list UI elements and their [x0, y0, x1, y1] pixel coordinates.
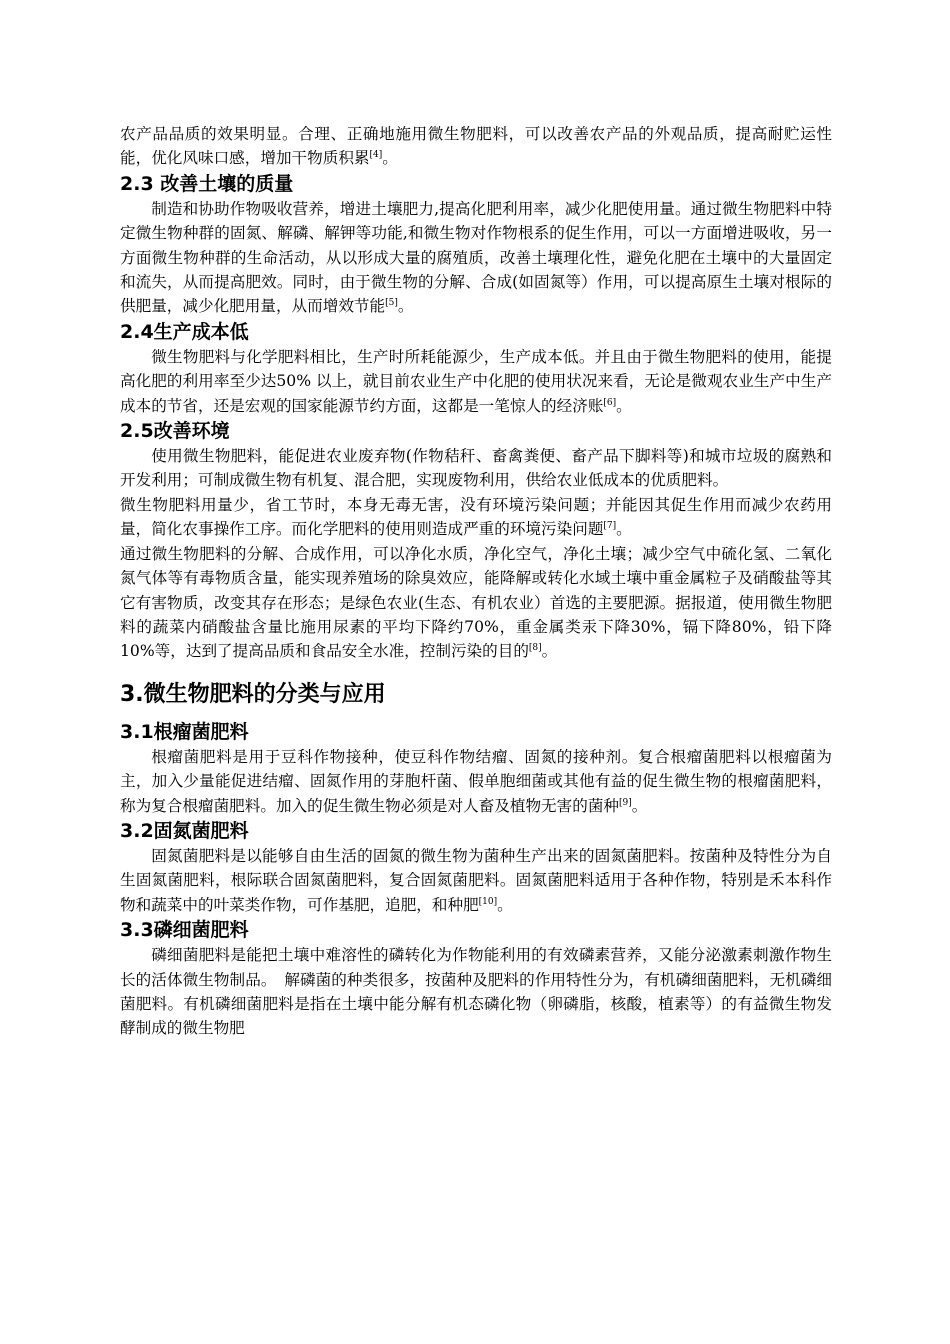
citation-ref: [9] [619, 797, 632, 808]
section-heading-2-4: 2.4生产成本低 [120, 320, 249, 343]
paragraph-3-1-1: 根瘤菌肥料是用于豆科作物接种，使豆科作物结瘤、固氮的接种剂。复合根瘤菌肥料以根瘤菌为主，加入少量能促进结瘤、固氮作用的芽胞杆菌、假单胞细菌或其他有益的促生微生物的根瘤菌肥料，称为复合根瘤菌肥料。加入的促生微生物必须是对人畜及植物无害的菌种[9]。 [120, 747, 832, 815]
paragraph-2-5-2: 微生物肥料用量少，省工节时，本身无毒无害，没有环境污染问题；并能因其促生作用而减少农药用量，简化农事操作工序。而化学肥料的使用则造成严重的环境污染问题[7]。 [120, 495, 832, 539]
section-heading-2-5: 2.5改善环境 [120, 420, 230, 443]
section-heading-3-3: 3.3磷细菌肥料 [120, 919, 249, 942]
citation-ref: [4] [369, 150, 383, 161]
section-heading-2-3: 2.3 改善土壤的质量 [120, 172, 294, 195]
paragraph-intro: 农产品品质的效果明显。合理、正确地施用微生物肥料，可以改善农产品的外观品质，提高耐贮运性能，优化风味口感，增加干物质积累[4]。 [120, 125, 832, 168]
paragraph-2-4-1: 微生物肥料与化学肥料相比，生产时所耗能源少，生产成本低。并且由于微生物肥料的使用，能提高化肥的利用率至少达50% 以上，就目前农业生产中化肥的使用状况来看，无论是微观农业生产中生产成本的节省，还是宏观的国家能源节约方面，这都是一笔惊人的经济账[6]。 [120, 347, 832, 415]
citation-ref: [8] [528, 643, 542, 654]
citation-ref: [10] [478, 896, 498, 907]
paragraph-2-5-1: 使用微生物肥料，能促进农业废弃物(作物秸秆、畜禽粪便、畜产品下脚料等)和城市垃圾的腐熟和开发利用；可制成微生物有机复、混合肥，实现废物利用，供给农业低成本的优质肥料。 [120, 447, 832, 490]
paragraph-3-2-1: 固氮菌肥料是以能够自由生活的固氮的微生物为菌种生产出来的固氮菌肥料。按菌种及特性分为自生固氮菌肥料，根际联合固氮菌肥料，复合固氮菌肥料。固氮菌肥料适用于各种作物，特别是禾本科作物和蔬菜中的叶菜类作物，可作基肥，追肥，和种肥[10]。 [120, 846, 832, 914]
section-heading-3-1: 3.1根瘤菌肥料 [120, 720, 249, 743]
citation-ref: [6] [603, 397, 617, 408]
document-page [120, 122, 832, 1041]
citation-ref: [5] [385, 298, 398, 309]
section-heading-3-2: 3.2固氮菌肥料 [120, 819, 249, 842]
paragraph-2-5-3: 通过微生物肥料的分解、合成作用，可以净化水质，净化空气，净化土壤；减少空气中硫化氢、二氧化氮气体等有毒物质含量，能实现养殖场的除臭效应，能降解或转化水域土壤中重金属粒子及硝酸盐等其它有害物质，改变其存在形态；是绿色农业(生态、有机农业）首选的主要肥源。据报道，使用微生物肥料的蔬菜内硝酸盐含量比施用尿素的平均下降约70%，重金属类汞下降30%，镉下降80%，铅下降10%等，达到了提高品质和食品安全水准，控制污染的目的[8]。 [120, 544, 832, 661]
paragraph-2-3-1: 制造和协助作物吸收营养，增进土壤肥力,提高化肥利用率，减少化肥使用量。通过微生物肥料中特定微生物种群的固氮、解磷、解钾等功能,和微生物对作物根系的促生作用，可以一方面增进吸收，另一方面微生物种群的生命活动，从以形成大量的腐殖质，改善土壤理化性，避免化肥在土壤中的大量固定和流失，从而提高肥效。同时，由于微生物的分解、合成(如固氮等）作用，可以提高原生土壤对根际的供肥量，减少化肥用量，从而增效节能[5]。 [120, 199, 832, 316]
chapter-heading-3: 3.微生物肥料的分类与应用 [120, 681, 386, 707]
citation-ref: [7] [603, 521, 617, 532]
paragraph-3-3-1: 磷细菌肥料是能把土壤中难溶性的磷转化为作物能利用的有效磷素营养，又能分泌激素刺激作物生长的活体微生物制品。 解磷菌的种类很多，按菌种及肥料的作用特性分为，有机磷细菌肥料，无机磷细菌肥料。有机磷细菌肥料是指在土壤中能分解有机态磷化物（卵磷脂，核酸，植素等）的有益微生物发酵制成的微生物肥 [120, 946, 832, 1038]
